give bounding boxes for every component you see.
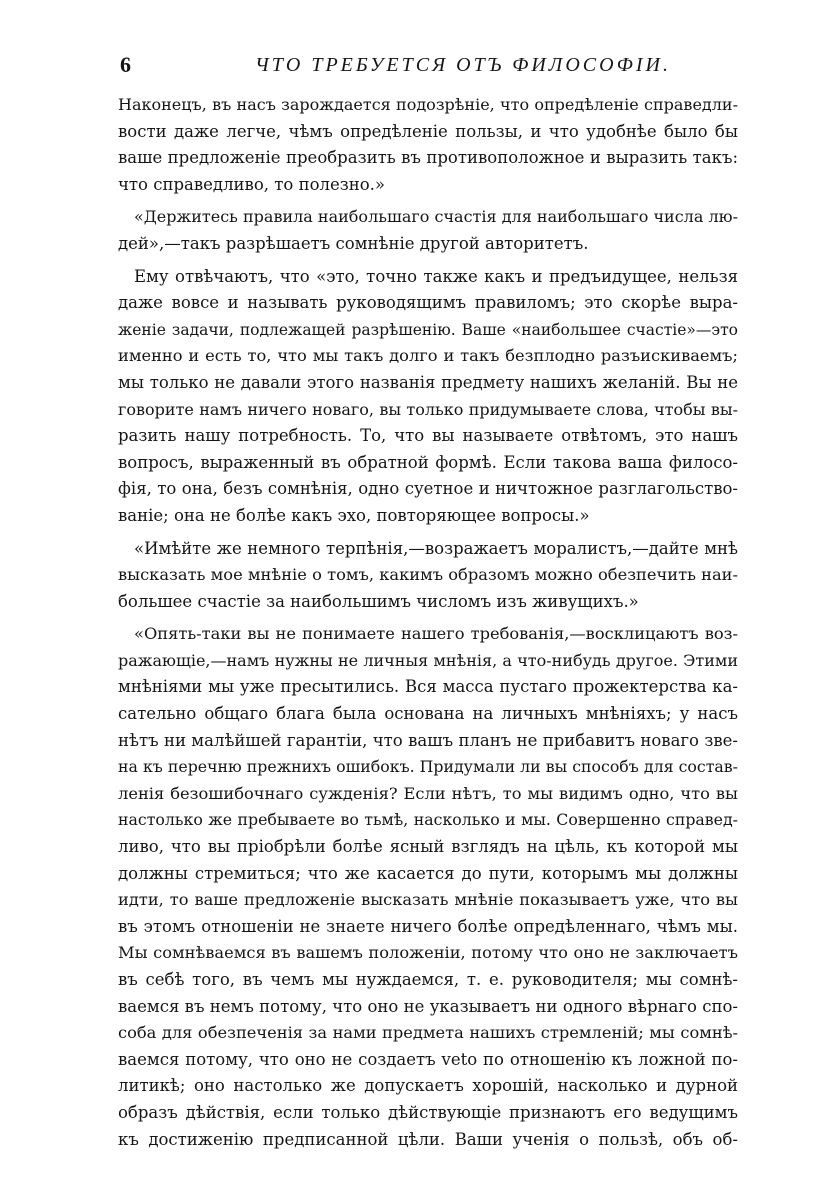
page-number: 6 <box>120 52 131 77</box>
body-text <box>118 92 738 1159</box>
running-title: ЧТО ТРЕБУЕТСЯ ОТЪ ФИЛОСОФІИ. <box>255 54 671 76</box>
text-line: идти, то ваше предложеніе высказать мнѣніе показываетъ уже, что вы <box>118 890 738 910</box>
text-line: соба для обезпеченія за нами предмета нашихъ стремленій; мы сомнѣ- <box>118 1023 738 1043</box>
text-line: разить нашу потребность. То, что вы называете отвѣтомъ, это нашъ <box>118 426 738 446</box>
text-line: ваше предложеніе преобразить въ противоположное и выразить такъ: <box>118 148 738 168</box>
text-line: на къ перечню прежнихъ ошибокъ. Придумали ли вы способъ для состав- <box>118 757 738 777</box>
text-line: мнѣніями мы уже пресытились. Вся масса пустаго прожектерства ка- <box>118 677 738 697</box>
text-line: сательно общаго блага была основана на личныхъ мнѣніяхъ; у насъ <box>118 704 738 724</box>
paragraph <box>118 204 738 257</box>
text-line: «Держитесь правила наибольшаго счастія для наибольшаго числа лю- <box>134 207 738 227</box>
paragraph <box>118 264 738 530</box>
text-line: высказать мое мнѣніе о томъ, какимъ образомъ можно обезпечить наи- <box>118 565 738 585</box>
text-line: Ему отвѣчаютъ, что «это, точно также какъ и предъидущее, нельзя <box>134 266 738 286</box>
text-line: ражающіе,—намъ нужны не личныя мнѣнія, а что-нибудь другое. Этими <box>118 650 738 670</box>
text-line: вопросъ, выраженный въ обратной формѣ. Если такова ваша филосо- <box>118 452 738 472</box>
text-line: ленія безошибочнаго сужденія? Если нѣтъ, то мы видимъ одно, что вы <box>118 783 738 803</box>
text-line: ваемся въ немъ потому, что оно не указываетъ ни одного вѣрнаго спо- <box>118 996 738 1016</box>
text-line: дей»,—такъ разрѣшаетъ сомнѣніе другой авторитетъ. <box>118 233 589 253</box>
page-header <box>120 50 720 80</box>
paragraph <box>118 621 738 1153</box>
text-line: женіе задачи, подлежащей разрѣшенію. Ваше «наибольшее счастіе»—это <box>118 320 738 339</box>
text-line: говорите намъ ничего новаго, вы только придумываете слова, чтобы вы- <box>118 399 738 419</box>
text-line: нѣтъ ни малѣйшей гарантіи, что вашъ планъ не прибавитъ новаго зве- <box>118 730 738 750</box>
text-line: вости даже легче, чѣмъ опредѣленіе пользы, и что удобнѣе было бы <box>118 121 738 141</box>
text-line: Мы сомнѣваемся въ вашемъ положеніи, потому что оно не заключаетъ <box>118 943 738 963</box>
text-line: большее счастіе за наибольшимъ числомъ изъ живущихъ.» <box>118 591 639 611</box>
text-line: «Имѣйте же немного терпѣнія,—возражаетъ моралистъ,—дайте мнѣ <box>134 538 738 558</box>
text-line: ваніе; она не болѣе какъ эхо, повторяющее вопросы.» <box>118 505 590 525</box>
text-line: даже вовсе и называть руководящимъ правиломъ; это скорѣе выра- <box>118 293 738 313</box>
text-line: настолько же пребываете во тьмѣ, насколько и мы. Совершенно справед- <box>118 810 738 830</box>
text-line: образъ дѣйствія, если только дѣйствующіе признаютъ его ведущимъ <box>118 1102 738 1122</box>
paragraph <box>118 536 738 616</box>
text-line: литикѣ; оно настолько же допускаетъ хорошій, насколько и дурной <box>118 1076 738 1096</box>
text-line: въ этомъ отношеніи не знаете ничего болѣе опредѣленнаго, чѣмъ мы. <box>118 916 738 936</box>
text-line: «Опять-таки вы не понимаете нашего требованія,—восклицаютъ воз- <box>134 624 738 644</box>
text-line: мы только не давали этого названія предмету нашихъ желаній. Вы не <box>118 372 738 392</box>
text-line: Наконецъ, въ насъ зарождается подозрѣніе, что опредѣленіе справедли- <box>118 95 738 114</box>
text-line: именно и есть то, что мы такъ долго и такъ безплодно разъискиваемъ; <box>118 346 738 366</box>
text-line: должны стремиться; что же касается до пути, которымъ мы должны <box>118 863 738 883</box>
text-line: ливо, что вы пріобрѣли болѣе ясный взглядъ на цѣль, къ которой мы <box>118 837 738 857</box>
text-line: въ себѣ того, въ чемъ мы нуждаемся, т. е. руководителя; мы сомнѣ- <box>118 970 738 989</box>
text-line: фія, то она, безъ сомнѣнія, одно суетное и ничтожное разглагольство- <box>118 479 738 499</box>
text-line: ваемся потому, что оно не создаетъ veto по отношенію къ ложной по- <box>118 1049 738 1069</box>
text-line: къ достиженію предписанной цѣли. Ваши ученія о пользѣ, объ об- <box>118 1129 738 1149</box>
paragraph <box>118 92 738 198</box>
text-line: что справедливо, то полезно.» <box>118 174 386 194</box>
